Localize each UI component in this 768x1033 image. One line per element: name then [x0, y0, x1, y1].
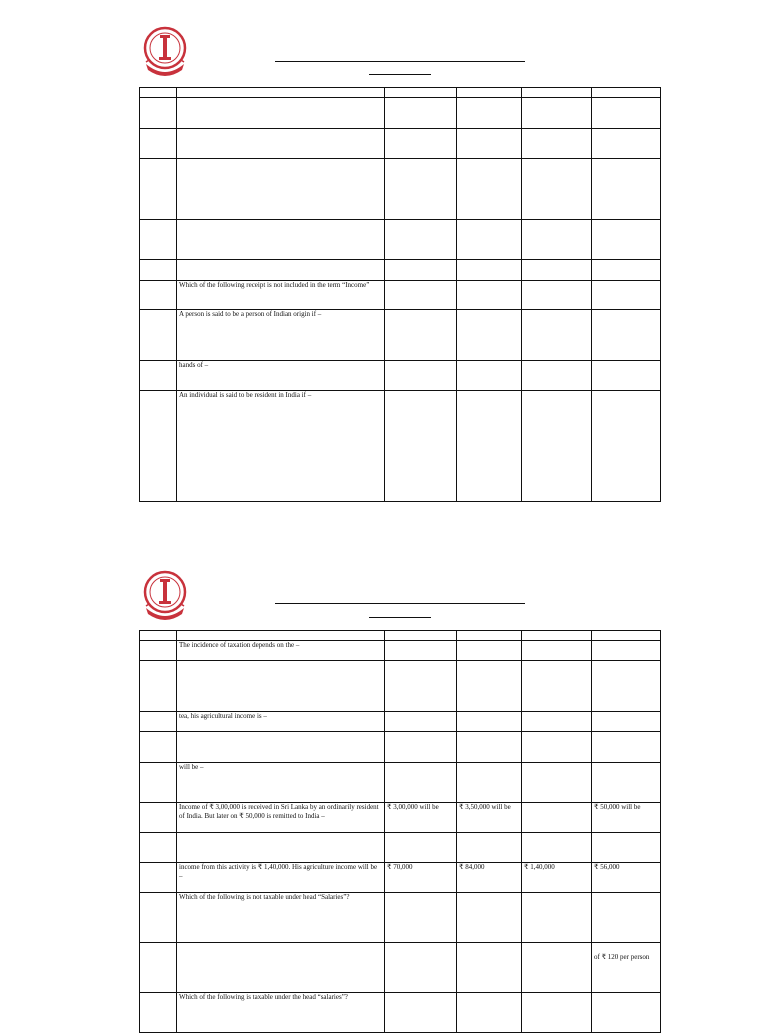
- table-row: [140, 220, 661, 260]
- option-c-cell: [522, 281, 592, 310]
- question-number-cell: [140, 281, 177, 310]
- question-number-cell: [140, 391, 177, 502]
- table-row: [140, 631, 661, 641]
- option-b-cell: [457, 159, 522, 220]
- option-d-cell: [592, 391, 661, 502]
- option-d-cell: [592, 88, 661, 98]
- option-d-cell: [592, 310, 661, 361]
- question-number-cell: [140, 763, 177, 803]
- option-a-cell: [385, 943, 457, 993]
- option-d-cell: [592, 129, 661, 159]
- option-c-cell: [522, 310, 592, 361]
- option-a-cell: [385, 260, 457, 281]
- question-cell: An individual is said to be resident in India if –: [177, 391, 385, 502]
- option-b-cell: ₹ 3,50,000 will be: [457, 803, 522, 833]
- table-row: [140, 88, 661, 98]
- table-row: [140, 391, 661, 502]
- table-row: [140, 260, 661, 281]
- option-d-cell: [592, 220, 661, 260]
- question-number-cell: [140, 993, 177, 1033]
- question-number-cell: [140, 310, 177, 361]
- table-row: [140, 361, 661, 391]
- option-c-cell: [522, 88, 592, 98]
- question-cell: Which of the following is taxable under the head “salaries”?: [177, 993, 385, 1033]
- question-cell: A person is said to be a person of Indian origin if –: [177, 310, 385, 361]
- option-b-cell: [457, 220, 522, 260]
- table-row: [140, 732, 661, 763]
- option-b-cell: [457, 129, 522, 159]
- option-b-cell: ₹ 84,000: [457, 863, 522, 893]
- option-d-cell: [592, 631, 661, 641]
- title-line: [275, 603, 525, 604]
- option-c-cell: [522, 220, 592, 260]
- question-number-cell: [140, 260, 177, 281]
- question-number-cell: [140, 361, 177, 391]
- option-b-cell: [457, 732, 522, 763]
- option-c-cell: [522, 159, 592, 220]
- option-b-cell: [457, 993, 522, 1033]
- option-c-cell: [522, 993, 592, 1033]
- question-number-cell: [140, 732, 177, 763]
- question-number-cell: [140, 88, 177, 98]
- option-c-cell: [522, 129, 592, 159]
- question-cell: [177, 88, 385, 98]
- table-row: [140, 863, 661, 893]
- question-cell: [177, 833, 385, 863]
- option-a-cell: [385, 631, 457, 641]
- question-cell: tea, his agricultural income is –: [177, 712, 385, 732]
- option-d-cell: [592, 281, 661, 310]
- option-b-cell: [457, 631, 522, 641]
- table-row: [140, 803, 661, 833]
- option-c-cell: [522, 631, 592, 641]
- option-c-cell: [522, 893, 592, 943]
- option-d-cell: ₹ 50,000 will be: [592, 803, 661, 833]
- option-a-cell: [385, 220, 457, 260]
- question-cell: [177, 220, 385, 260]
- option-b-cell: [457, 893, 522, 943]
- question-number-cell: [140, 661, 177, 712]
- option-c-cell: [522, 361, 592, 391]
- option-b-cell: [457, 98, 522, 129]
- option-d-cell: [592, 361, 661, 391]
- option-a-cell: ₹ 70,000: [385, 863, 457, 893]
- question-cell: [177, 260, 385, 281]
- subtitle-line: [369, 617, 431, 618]
- option-b-cell: [457, 361, 522, 391]
- question-number-cell: [140, 631, 177, 641]
- option-c-cell: [522, 260, 592, 281]
- option-b-cell: [457, 641, 522, 661]
- option-c-cell: [522, 732, 592, 763]
- option-d-cell: [592, 661, 661, 712]
- option-a-cell: [385, 310, 457, 361]
- question-cell: hands of –: [177, 361, 385, 391]
- option-c-cell: [522, 943, 592, 993]
- option-a-cell: ₹ 3,00,000 will be: [385, 803, 457, 833]
- question-number-cell: [140, 893, 177, 943]
- table-row: [140, 893, 661, 943]
- option-d-cell: [592, 641, 661, 661]
- table-row: [140, 712, 661, 732]
- option-a-cell: [385, 661, 457, 712]
- table-row: [140, 993, 661, 1033]
- question-cell: The incidence of taxation depends on the –: [177, 641, 385, 661]
- table-row: [140, 310, 661, 361]
- question-number-cell: [140, 129, 177, 159]
- option-a-cell: [385, 281, 457, 310]
- question-number-cell: [140, 98, 177, 129]
- option-a-cell: [385, 98, 457, 129]
- option-a-cell: [385, 833, 457, 863]
- option-a-cell: [385, 391, 457, 502]
- option-b-cell: [457, 763, 522, 803]
- question-cell: [177, 631, 385, 641]
- question-cell: [177, 661, 385, 712]
- option-d-cell: [592, 763, 661, 803]
- question-number-cell: [140, 712, 177, 732]
- question-number-cell: [140, 833, 177, 863]
- table-row: [140, 661, 661, 712]
- option-a-cell: [385, 159, 457, 220]
- option-a-cell: [385, 361, 457, 391]
- option-a-cell: [385, 641, 457, 661]
- option-d-cell: [592, 732, 661, 763]
- option-c-cell: [522, 833, 592, 863]
- option-b-cell: [457, 260, 522, 281]
- table-row: [140, 833, 661, 863]
- question-table: [139, 87, 661, 502]
- question-cell: [177, 98, 385, 129]
- option-a-cell: [385, 732, 457, 763]
- option-d-cell: [592, 98, 661, 129]
- option-c-cell: [522, 661, 592, 712]
- question-cell: [177, 159, 385, 220]
- institute-logo: [140, 568, 190, 624]
- option-d-cell: [592, 712, 661, 732]
- table-row: [140, 281, 661, 310]
- document-page-2: [0, 560, 768, 1024]
- option-d-cell: [592, 159, 661, 220]
- question-number-cell: [140, 220, 177, 260]
- option-d-cell: [592, 260, 661, 281]
- question-cell: [177, 943, 385, 993]
- table-row: [140, 641, 661, 661]
- question-number-cell: [140, 943, 177, 993]
- option-c-cell: ₹ 1,40,000: [522, 863, 592, 893]
- option-a-cell: [385, 763, 457, 803]
- option-b-cell: [457, 661, 522, 712]
- institute-logo: [140, 24, 190, 80]
- option-a-cell: [385, 712, 457, 732]
- option-b-cell: [457, 943, 522, 993]
- option-c-cell: [522, 641, 592, 661]
- question-cell: income from this activity is ₹ 1,40,000. His agriculture income will be –: [177, 863, 385, 893]
- question-cell: will be –: [177, 763, 385, 803]
- table-row: [140, 129, 661, 159]
- option-a-cell: [385, 129, 457, 159]
- option-c-cell: [522, 391, 592, 502]
- question-number-cell: [140, 863, 177, 893]
- question-cell: Which of the following receipt is not included in the term “Income”: [177, 281, 385, 310]
- question-cell: [177, 129, 385, 159]
- option-b-cell: [457, 281, 522, 310]
- subtitle-line: [369, 74, 431, 75]
- question-number-cell: [140, 159, 177, 220]
- option-d-cell: of ₹ 120 per person: [592, 943, 661, 993]
- question-cell: Which of the following is not taxable under head “Salaries”?: [177, 893, 385, 943]
- question-number-cell: [140, 641, 177, 661]
- question-number-cell: [140, 803, 177, 833]
- option-b-cell: [457, 88, 522, 98]
- title-line: [275, 61, 525, 62]
- option-c-cell: [522, 803, 592, 833]
- option-a-cell: [385, 993, 457, 1033]
- option-b-cell: [457, 833, 522, 863]
- table-row: [140, 98, 661, 129]
- question-cell: Income of ₹ 3,00,000 is received in Sri Lanka by an ordinarily resident of India. But later on ₹ 50,000 is remitted to India –: [177, 803, 385, 833]
- table-row: [140, 763, 661, 803]
- option-d-cell: [592, 893, 661, 943]
- option-b-cell: [457, 712, 522, 732]
- question-table: [139, 630, 661, 1033]
- option-c-cell: [522, 763, 592, 803]
- option-a-cell: [385, 88, 457, 98]
- table-row: [140, 159, 661, 220]
- option-b-cell: [457, 310, 522, 361]
- question-cell: [177, 732, 385, 763]
- option-c-cell: [522, 98, 592, 129]
- option-a-cell: [385, 893, 457, 943]
- option-d-cell: ₹ 56,000: [592, 863, 661, 893]
- option-d-cell: [592, 993, 661, 1033]
- option-d-cell: [592, 833, 661, 863]
- option-c-cell: [522, 712, 592, 732]
- option-b-cell: [457, 391, 522, 502]
- table-row: [140, 943, 661, 993]
